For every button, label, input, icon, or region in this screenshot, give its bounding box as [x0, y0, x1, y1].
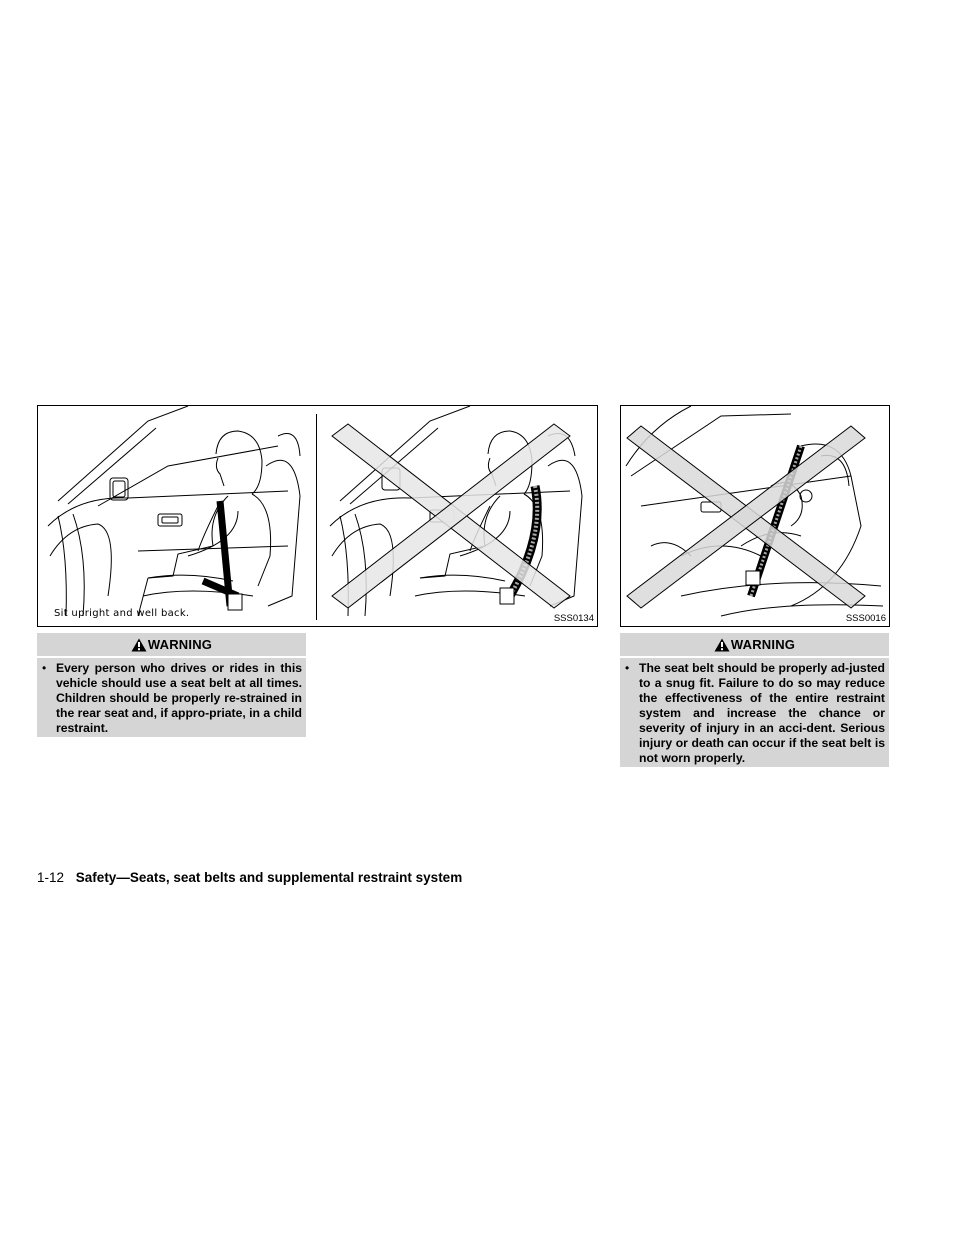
figure-code: SSS0134 — [553, 613, 594, 624]
page-number: 1-12 — [37, 870, 65, 885]
figure-reclined-seat — [620, 405, 890, 627]
illustration-correct-posture — [38, 406, 316, 626]
warning-heading-text: WARNING — [147, 637, 213, 652]
section-title: Safety—Seats, seat belts and supplemental restraint system — [75, 870, 463, 885]
warning-heading — [620, 633, 889, 658]
page-footer — [37, 870, 462, 885]
warning-box — [37, 633, 306, 737]
bullet: • — [42, 661, 47, 675]
warning-heading — [37, 633, 306, 658]
bullet: • — [625, 661, 630, 675]
illustration-incorrect-posture — [320, 406, 598, 626]
warning-triangle-icon — [714, 638, 730, 652]
warning-box — [620, 633, 889, 767]
warning-text: The seat belt should be properly ad-justed to a snug fit. Failure to do so may reduce the effectiveness of the entire restraint system and increase the chance or severity of injury in an acci-dent. Serious injury or death can occur if the seat belt is not worn properly. — [639, 661, 885, 765]
figure-divider — [316, 414, 317, 620]
warning-text: Every person who drives or rides in this vehicle should use a seat belt at all times. Children should be properly re-strained in the rear seat and, if appro-priate, in a child restraint. — [56, 661, 302, 735]
figure-code: SSS0016 — [845, 613, 886, 624]
figure-caption: Sit upright and well back. — [54, 608, 190, 619]
warning-triangle-icon — [131, 638, 147, 652]
figure-seating-position — [37, 405, 598, 627]
warning-heading-text: WARNING — [730, 637, 796, 652]
illustration-reclined-passenger — [621, 406, 889, 626]
